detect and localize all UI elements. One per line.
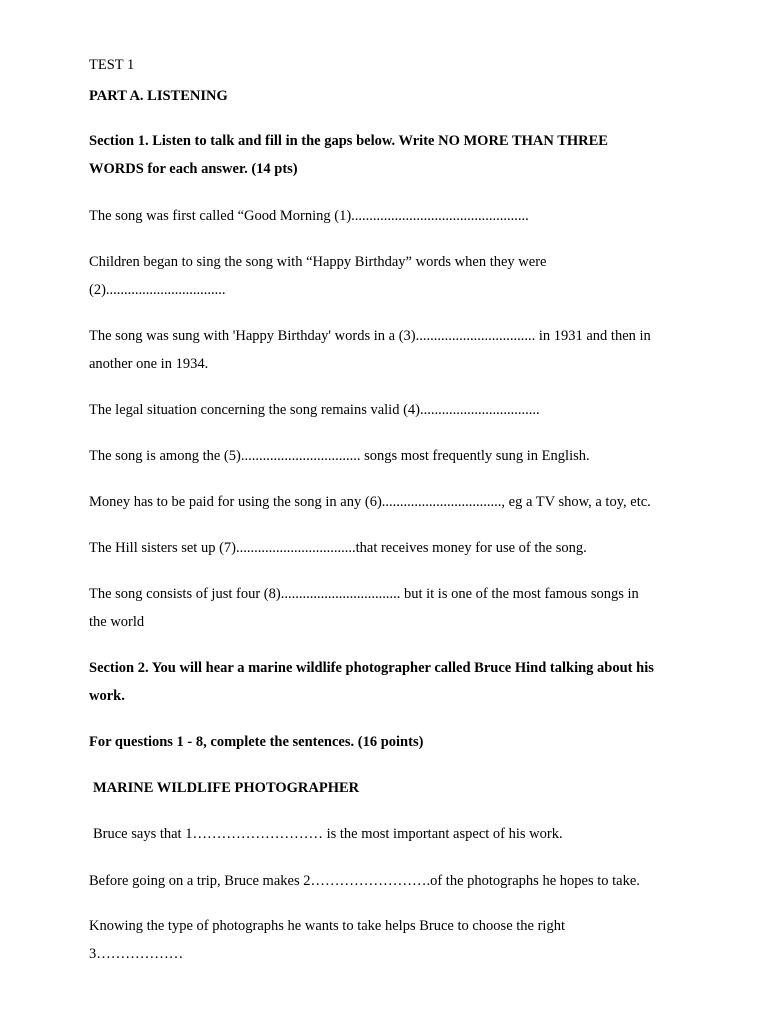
gap-item-2: Children began to sing the song with “Happy Birthday” words when they were — [89, 254, 547, 270]
gap-item-3: The song was sung with 'Happy Birthday' words in a (3)................................. in 1931 and then in — [89, 328, 651, 344]
section1-instruction-line1: Section 1. Listen to talk and fill in the gaps below. Write NO MORE THAN THREE — [89, 133, 608, 149]
gap-item-5: The song is among the (5)................................. songs most frequently sung in English. — [89, 448, 590, 464]
section2-questions-instruction: For questions 1 - 8, complete the sentences. (16 points) — [89, 734, 424, 750]
gap-item-6: Money has to be paid for using the song in any (6)................................., eg a TV show, a toy, etc. — [89, 494, 651, 510]
section2-instruction-line2: work. — [89, 688, 125, 704]
section1-instruction-line2: WORDS for each answer. (14 pts) — [89, 161, 298, 177]
section2-subtitle: MARINE WILDLIFE PHOTOGRAPHER — [93, 780, 360, 796]
sentence-item-3: Knowing the type of photographs he wants to take helps Bruce to choose the right — [89, 918, 565, 934]
sentence-item-2: Before going on a trip, Bruce makes 2…………………….of the photographs he hopes to take. — [89, 873, 640, 889]
section2-instruction-line1: Section 2. You will hear a marine wildlife photographer called Bruce Hind talking about his — [89, 660, 654, 676]
gap-item-1: The song was first called “Good Morning (1)................................................. — [89, 208, 529, 224]
gap-item-7: The Hill sisters set up (7).................................that receives money for use of the song. — [89, 540, 587, 556]
gap-item-3-cont: another one in 1934. — [89, 356, 209, 372]
sentence-item-1: Bruce says that 1……………………… is the most important aspect of his work. — [93, 826, 563, 842]
gap-item-8-cont: the world — [89, 614, 145, 630]
part-title: PART A. LISTENING — [89, 88, 228, 104]
sentence-item-3-cont: 3……………… — [89, 946, 184, 962]
gap-item-4: The legal situation concerning the song remains valid (4)................................. — [89, 402, 540, 418]
gap-item-2-cont: (2)................................. — [89, 282, 226, 298]
gap-item-8: The song consists of just four (8)................................. but it is one of the most famous songs in — [89, 586, 639, 602]
test-title: TEST 1 — [89, 57, 135, 73]
